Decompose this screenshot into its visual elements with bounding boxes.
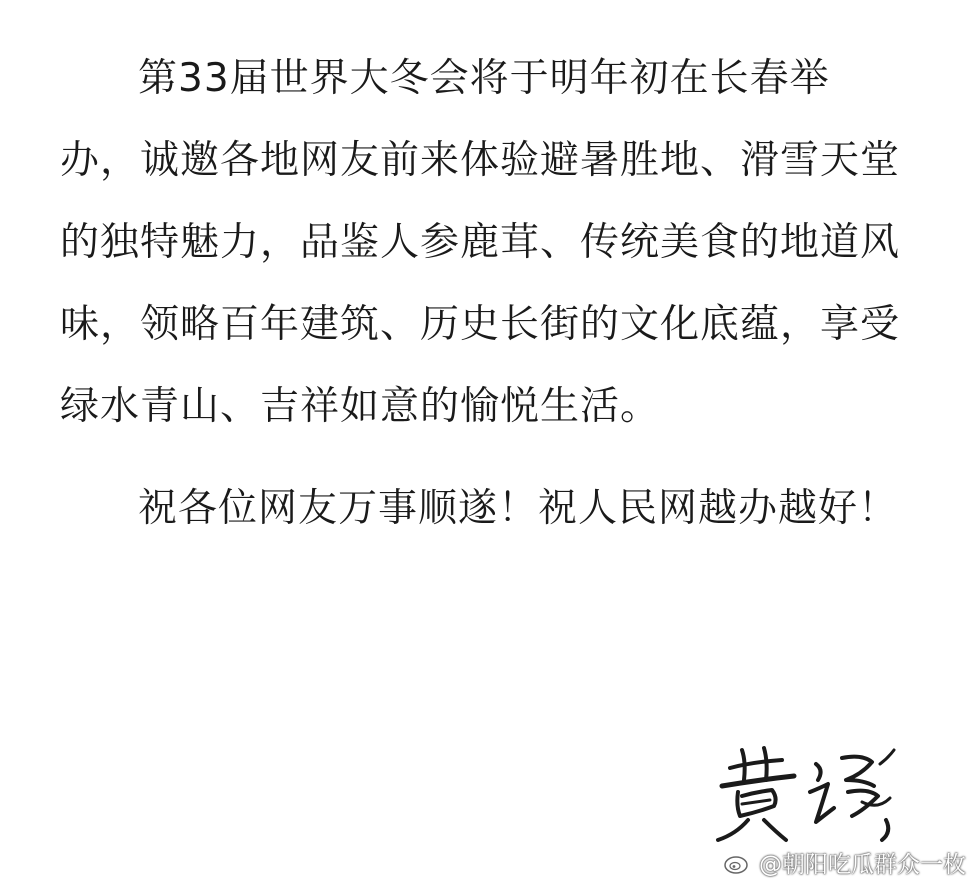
paragraph-wishes: 祝各位网友万事顺遂！祝人民网越办越好！ (138, 486, 899, 531)
handwritten-signature (712, 740, 902, 850)
weibo-watermark (723, 847, 966, 877)
paragraph-invitation: 第33届世界大冬会将于明年初在长春举办，诚邀各地网友前来体验避暑胜地、滑雪天堂的独特魅力，品鉴人参鹿茸、传统美食的地道风味，领略百年建筑、历史长街的文化底蕴，享受绿水青山、吉祥如意的愉悦生活。 (60, 56, 901, 429)
weibo-logo-icon (723, 849, 753, 875)
watermark-text: @朝阳吃瓜群众一枚 (759, 851, 966, 878)
letter-body (60, 38, 900, 550)
